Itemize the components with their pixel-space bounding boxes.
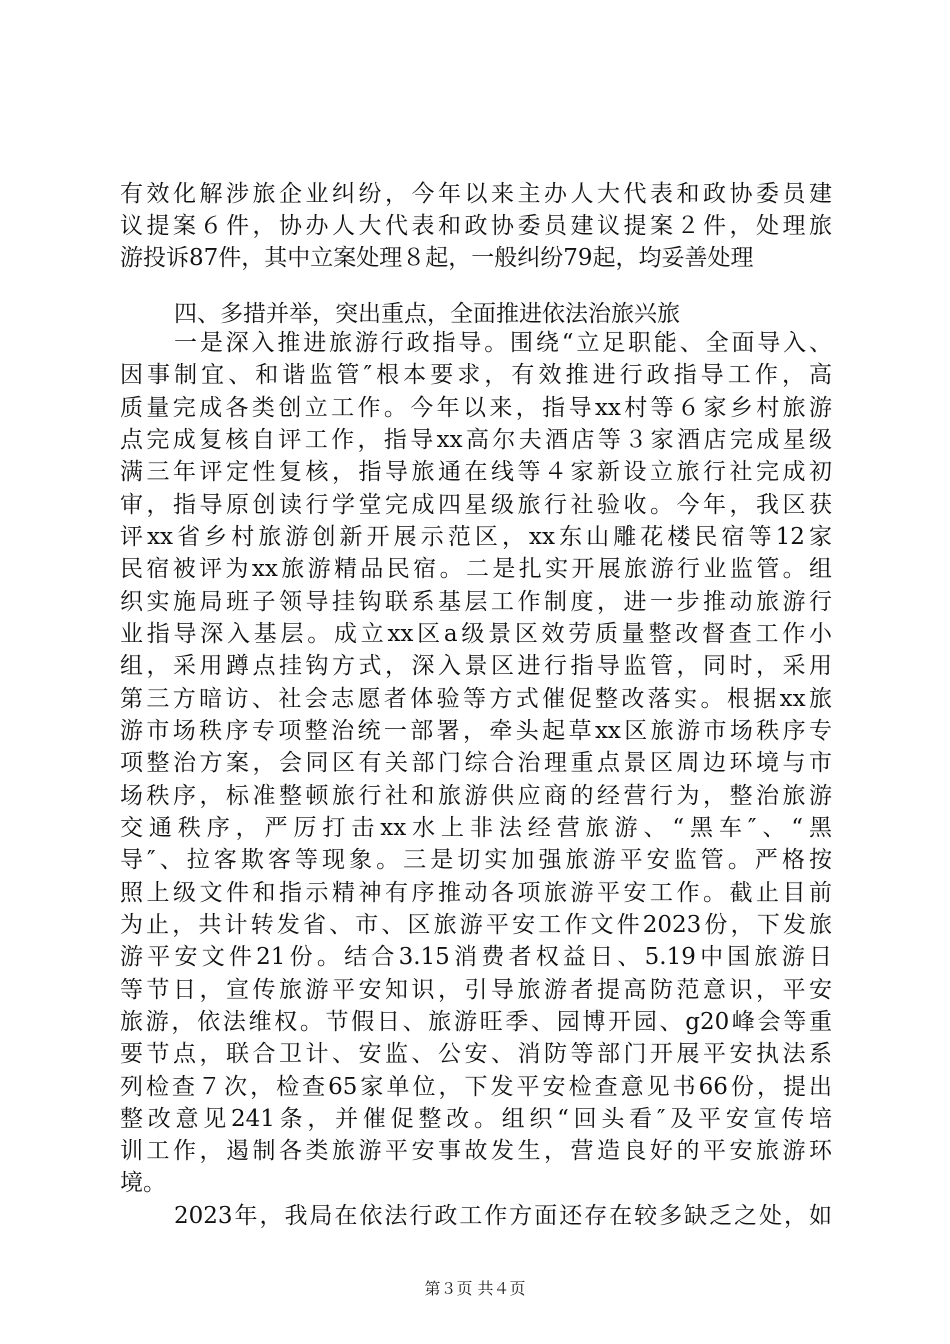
paragraph-line: 业指导深入基层。成立xx区a级景区效劳质量整改督查工作小 [120,621,832,647]
paragraph-line: 第三方暗访、社会志愿者体验等方式催促整改落实。根据xx旅 [120,686,832,712]
paragraph-line: 旅游，依法维权。节假日、旅游旺季、园博开园、g20峰会等重 [120,1009,832,1035]
paragraph-line: 境。 [120,1170,166,1196]
paragraph-line: 2023年，我局在依法行政工作方面还存在较多缺乏之处，如 [174,1203,832,1229]
paragraph-line: 项整治方案，会同区有关部门综合治理重点景区周边环境与市 [120,750,832,776]
paragraph-line: 因事制宜、和谐监管″根本要求，有效推进行政指导工作，高 [120,362,832,388]
paragraph-line: 等节日，宣传旅游平安知识，引导旅游者提高防范意识，平安 [120,977,832,1003]
paragraph-line: 交通秩序，严厉打击xx水上非法经营旅游、“黑车″、“黑 [120,815,832,841]
paragraph-line: 质量完成各类创立工作。今年以来，指导xx村等６家乡村旅游 [120,395,832,421]
paragraph-line: 评xx省乡村旅游创新开展示范区，xx东山雕花楼民宿等12家 [120,524,832,550]
paragraph-line: 游投诉87件，其中立案处理８起，一般纠纷79起，均妥善处理 [120,245,754,271]
paragraph-line: 训工作，遏制各类旅游平安事故发生，营造良好的平安旅游环 [120,1138,832,1164]
paragraph-line: 织实施局班子领导挂钩联系基层工作制度，进一步推动旅游行 [120,589,832,615]
paragraph-line: 列检查７次，检查65家单位，下发平安检查意见书66份，提出 [120,1074,832,1100]
paragraph-line: 一是深入推进旅游行政指导。围绕“立足职能、全面导入、 [174,330,832,356]
paragraph-line: 整改意见241条，并催促整改。组织“回头看″及平安宣传培 [120,1106,832,1132]
paragraph-line: 要节点，联合卫计、安监、公安、消防等部门开展平安执法系 [120,1041,832,1067]
paragraph-line: 点完成复核自评工作，指导xx高尔夫酒店等３家酒店完成星级 [120,427,832,453]
paragraph-line: 民宿被评为xx旅游精品民宿。二是扎实开展旅游行业监管。组 [120,556,832,582]
page-footer: 第３页 共４页 [424,1279,526,1298]
paragraph-line: 为止，共计转发省、市、区旅游平安工作文件2023份，下发旅 [120,912,832,938]
paragraph-line: 游平安文件21份。结合3.15消费者权益日、5.19中国旅游日 [120,944,832,970]
paragraph-line: 审，指导原创读行学堂完成四星级旅行社验收。今年，我区获 [120,492,832,518]
paragraph-line: 组，采用蹲点挂钩方式，深入景区进行指导监管，同时，采用 [120,653,832,679]
paragraph-line: 导″、拉客欺客等现象。三是切实加强旅游平安监管。严格按 [120,847,832,873]
paragraph-line: 议提案６件，协办人大代表和政协委员建议提案２件，处理旅 [120,213,832,239]
paragraph-line: 满三年评定性复核，指导旅通在线等４家新设立旅行社完成初 [120,459,832,485]
section-heading: 四、多措并举，突出重点，全面推进依法治旅兴旅 [174,301,680,327]
paragraph-line: 照上级文件和指示精神有序推动各项旅游平安工作。截止目前 [120,880,832,906]
paragraph-line: 游市场秩序专项整治统一部署，牵头起草xx区旅游市场秩序专 [120,718,832,744]
paragraph-line: 有效化解涉旅企业纠纷，今年以来主办人大代表和政协委员建 [120,181,832,207]
paragraph-line: 场秩序，标准整顿旅行社和旅游供应商的经营行为，整治旅游 [120,783,832,809]
